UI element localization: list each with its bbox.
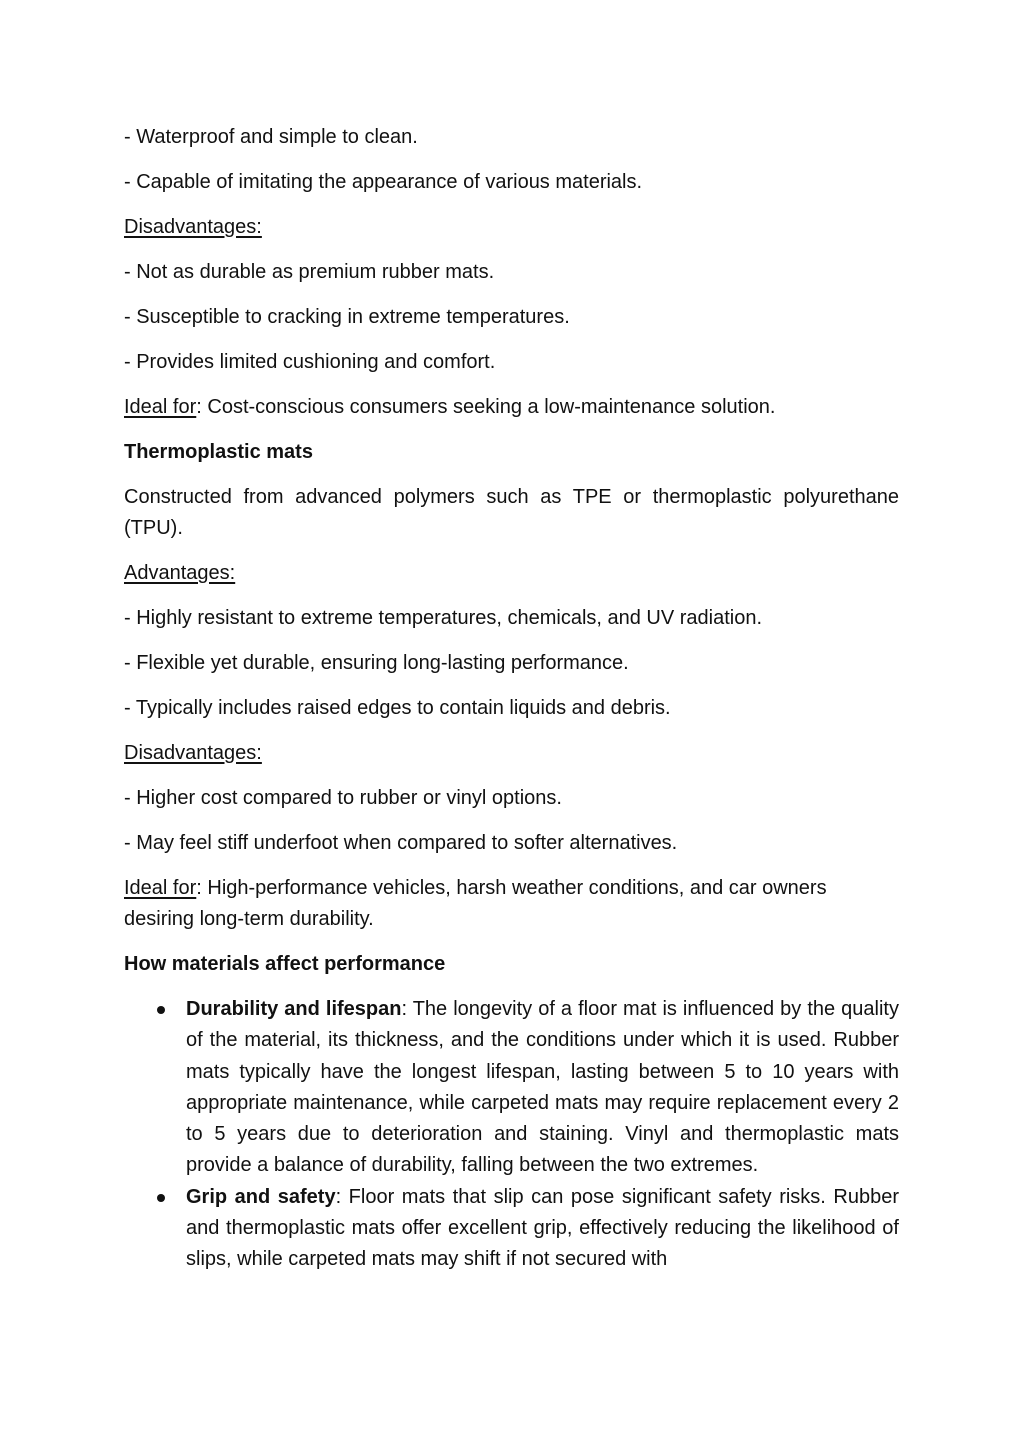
advantages-heading: Advantages: <box>124 562 236 584</box>
disadvantages-heading: Disadvantages: <box>124 742 262 764</box>
bullet-item <box>124 1182 899 1276</box>
ideal-for-label: Ideal for <box>124 396 197 418</box>
ideal-for-text: : High-performance vehicles, harsh weather conditions, and car owners desiring long-term durability. <box>124 877 827 930</box>
list-item: - May feel stiff underfoot when compared to softer alternatives. <box>124 832 678 854</box>
list-item: - Provides limited cushioning and comfort. <box>124 351 496 373</box>
bullet-term: Grip and safety <box>186 1185 336 1208</box>
ideal-for-line <box>124 873 899 935</box>
disadvantages-heading: Disadvantages: <box>124 216 262 238</box>
list-item: - Susceptible to cracking in extreme temperatures. <box>124 306 570 328</box>
bullet-term: Durability and lifespan <box>186 998 402 1020</box>
bullet-icon <box>157 1006 165 1014</box>
list-item: - Highly resistant to extreme temperatures, chemicals, and UV radiation. <box>124 607 763 629</box>
list-item: - Flexible yet durable, ensuring long-lasting performance. <box>124 652 629 674</box>
section-heading: Thermoplastic mats <box>124 441 313 463</box>
bullet-icon <box>157 1194 165 1202</box>
bullet-list <box>124 994 899 1276</box>
bullet-text: : The longevity of a floor mat is influenced by the quality of the material, its thickness, and the conditions under which it is used. Rubber mats typically have the longest lifespan, lasting between 5 to 10 years with appropriate maintenance, while carpeted mats may require replacement every 2 to 5 years due to deterioration and staining. Vinyl and thermoplastic mats provide a balance of durability, falling between the two extremes. <box>186 998 899 1177</box>
list-item: - Not as durable as premium rubber mats. <box>124 261 495 283</box>
list-item: - Typically includes raised edges to contain liquids and debris. <box>124 697 671 719</box>
document-page <box>124 122 899 1276</box>
list-item: - Capable of imitating the appearance of various materials. <box>124 171 643 193</box>
section-intro: Constructed from advanced polymers such as TPE or thermoplastic polyurethane (TPU). <box>124 486 899 539</box>
bullet-item <box>124 994 899 1182</box>
list-item: - Waterproof and simple to clean. <box>124 126 418 148</box>
section-heading: How materials affect performance <box>124 953 446 975</box>
bullet-text: : Floor mats that slip can pose significant safety risks. Rubber and thermoplastic mats offer excellent grip, effectively reducing the likelihood of slips, while carpeted mats may shift if not secured with <box>186 1185 899 1271</box>
list-item: - Higher cost compared to rubber or vinyl options. <box>124 787 562 809</box>
ideal-for-line <box>124 392 899 423</box>
ideal-for-label: Ideal for <box>124 877 197 899</box>
ideal-for-text: : Cost-conscious consumers seeking a low-maintenance solution. <box>196 396 776 418</box>
